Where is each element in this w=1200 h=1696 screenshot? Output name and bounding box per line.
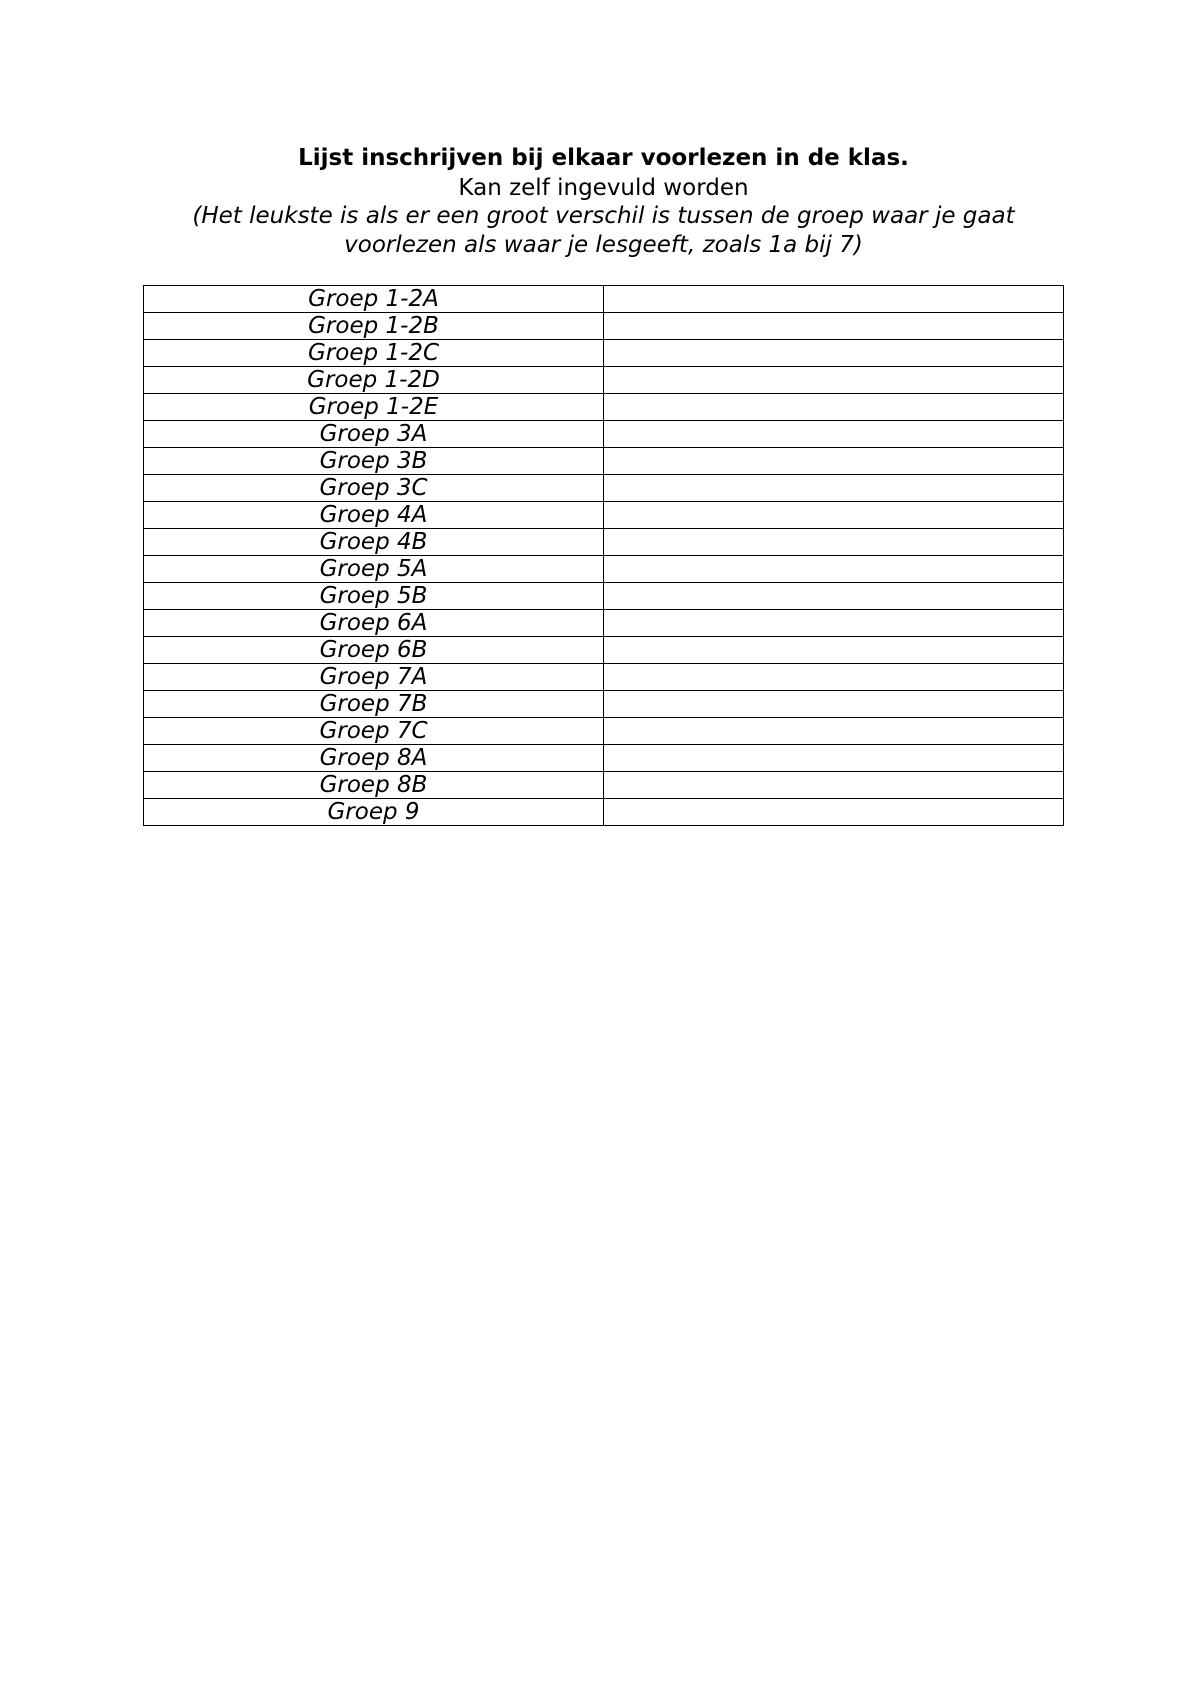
group-cell: Groep 3A [144, 421, 604, 448]
entry-cell[interactable] [604, 799, 1064, 826]
table-row [144, 367, 1064, 394]
table-row [144, 556, 1064, 583]
entry-cell[interactable] [604, 556, 1064, 583]
document-title: Lijst inschrijven bij elkaar voorlezen in de klas. [298, 145, 909, 171]
table-row [144, 529, 1064, 556]
table-row [144, 313, 1064, 340]
entry-cell[interactable] [604, 583, 1064, 610]
entry-cell[interactable] [604, 718, 1064, 745]
entry-cell[interactable] [604, 448, 1064, 475]
entry-cell[interactable] [604, 394, 1064, 421]
document-note-line-1: (Het leukste is als er een groot verschil is tussen de groep waar je gaat [192, 203, 1015, 229]
table-row [144, 772, 1064, 799]
signup-table-body [144, 286, 1064, 826]
document-note-line-2: voorlezen als waar je lesgeeft, zoals 1a bij 7) [344, 232, 863, 258]
entry-cell[interactable] [604, 367, 1064, 394]
group-cell: Groep 5A [144, 556, 604, 583]
group-cell: Groep 4B [144, 529, 604, 556]
entry-cell[interactable] [604, 772, 1064, 799]
group-cell: Groep 4A [144, 502, 604, 529]
document-heading [143, 142, 1064, 260]
group-cell: Groep 9 [144, 799, 604, 826]
entry-cell[interactable] [604, 610, 1064, 637]
table-row [144, 340, 1064, 367]
table-row [144, 583, 1064, 610]
table-row [144, 610, 1064, 637]
table-row [144, 745, 1064, 772]
group-cell: Groep 1-2A [144, 286, 604, 313]
table-row [144, 286, 1064, 313]
group-cell: Groep 1-2B [144, 313, 604, 340]
entry-cell[interactable] [604, 502, 1064, 529]
group-cell: Groep 8A [144, 745, 604, 772]
entry-cell[interactable] [604, 340, 1064, 367]
table-row [144, 691, 1064, 718]
table-row [144, 637, 1064, 664]
table-row [144, 448, 1064, 475]
signup-table [143, 285, 1064, 826]
group-cell: Groep 1-2E [144, 394, 604, 421]
table-row [144, 421, 1064, 448]
entry-cell[interactable] [604, 745, 1064, 772]
entry-cell[interactable] [604, 313, 1064, 340]
entry-cell[interactable] [604, 664, 1064, 691]
group-cell: Groep 6A [144, 610, 604, 637]
entry-cell[interactable] [604, 637, 1064, 664]
entry-cell[interactable] [604, 475, 1064, 502]
document-subtitle: Kan zelf ingevuld worden [458, 175, 749, 201]
group-cell: Groep 8B [144, 772, 604, 799]
group-cell: Groep 7C [144, 718, 604, 745]
group-cell: Groep 7A [144, 664, 604, 691]
group-cell: Groep 1-2D [144, 367, 604, 394]
table-row [144, 475, 1064, 502]
table-row [144, 502, 1064, 529]
table-row [144, 394, 1064, 421]
table-row [144, 664, 1064, 691]
group-cell: Groep 7B [144, 691, 604, 718]
group-cell: Groep 5B [144, 583, 604, 610]
entry-cell[interactable] [604, 529, 1064, 556]
group-cell: Groep 3C [144, 475, 604, 502]
entry-cell[interactable] [604, 286, 1064, 313]
group-cell: Groep 6B [144, 637, 604, 664]
group-cell: Groep 1-2C [144, 340, 604, 367]
entry-cell[interactable] [604, 691, 1064, 718]
table-row [144, 799, 1064, 826]
group-cell: Groep 3B [144, 448, 604, 475]
entry-cell[interactable] [604, 421, 1064, 448]
table-row [144, 718, 1064, 745]
